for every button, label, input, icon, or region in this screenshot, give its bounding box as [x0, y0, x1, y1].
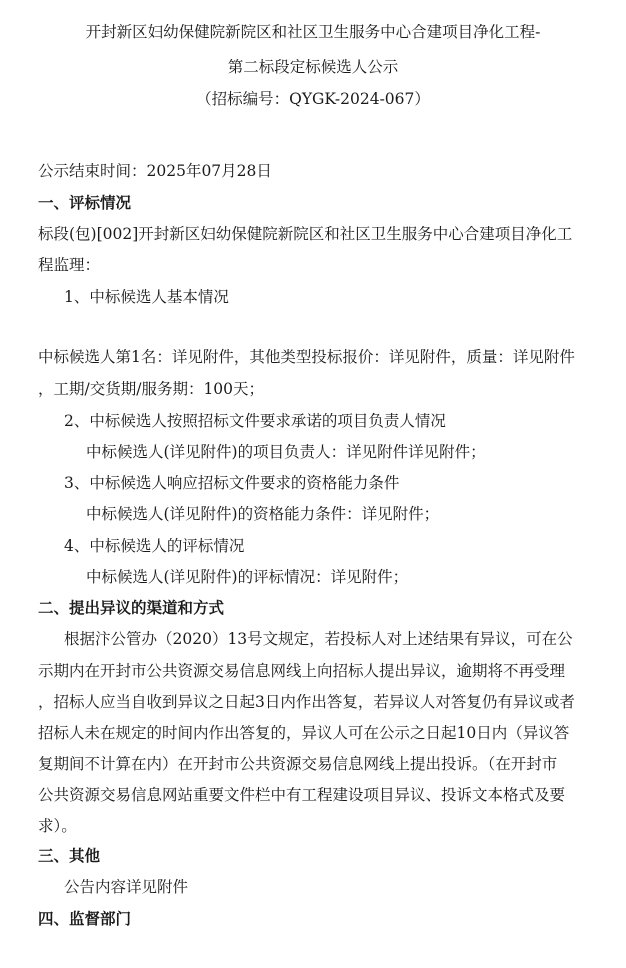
objection-paragraph-line-4: 招标人未在规定的时间内作出答复的，异议人可在公示之日起10日内（异议答 — [38, 724, 570, 742]
section-4-heading: 四、监督部门 — [38, 910, 132, 928]
section-1-item-3: 3、中标候选人响应招标文件要求的资格能力条件 — [64, 474, 400, 492]
section-1-intro-line-1: 标段(包)[002]开封新区妇幼保健院新院区和社区卫生服务中心合建项目净化工 — [38, 225, 573, 243]
objection-paragraph-line-2: 示期内在开封市公共资源交易信息网线上向招标人提出异议，逾期将不再受理 — [38, 662, 566, 680]
objection-paragraph-line-3: ，招标人应当自收到异议之日起3日内作出答复，若异议人对答复仍有异议或者 — [38, 693, 575, 711]
section-1-item-1: 1、中标候选人基本情况 — [64, 288, 229, 306]
objection-paragraph-line-7: 求）。 — [38, 817, 77, 835]
objection-paragraph-line-1: 根据汴公管办（2020）13号文规定，若投标人对上述结果有异议，可在公 — [64, 630, 573, 648]
title-line-1: 开封新区妇幼保健院新院区和社区卫生服务中心合建项目净化工程- — [85, 23, 541, 41]
section-1-item-4: 4、中标候选人的评标情况 — [64, 537, 245, 555]
section-1-item-4-detail: 中标候选人(详见附件)的评标情况：详见附件； — [86, 568, 409, 586]
candidate-line-2: ，工期/交货期/服务期：100天； — [38, 380, 265, 398]
candidate-line-1: 中标候选人第1名：详见附件，其他类型投标报价：详见附件，质量：详见附件 — [38, 348, 575, 366]
section-3-heading: 三、其他 — [38, 847, 101, 865]
objection-paragraph-line-6: 公共资源交易信息网站重要文件栏中有工程建设项目异议、投诉文本格式及要 — [38, 786, 566, 804]
section-2-heading: 二、提出异议的渠道和方式 — [38, 599, 225, 617]
section-1-item-2-detail: 中标候选人(详见附件)的项目负责人：详见附件详见附件； — [86, 443, 486, 461]
section-1-item-3-detail: 中标候选人(详见附件)的资格能力条件：详见附件； — [86, 505, 440, 523]
section-1-heading: 一、评标情况 — [38, 194, 132, 212]
announcement-end-time: 公示结束时间：2025年07月28日 — [38, 162, 272, 180]
objection-paragraph-line-5: 复期间不计算在内）在开封市公共资源交易信息网线上提出投诉。（在开封市 — [38, 755, 558, 773]
tender-number: （招标编号：QYGK-2024-067） — [196, 90, 430, 108]
section-1-item-2: 2、中标候选人按照招标文件要求承诺的项目负责人情况 — [64, 412, 446, 430]
title-line-2: 第二标段定标候选人公示 — [227, 58, 399, 76]
section-1-intro-line-2: 程监理： — [38, 256, 101, 274]
section-3-text: 公告内容详见附件 — [64, 878, 189, 896]
